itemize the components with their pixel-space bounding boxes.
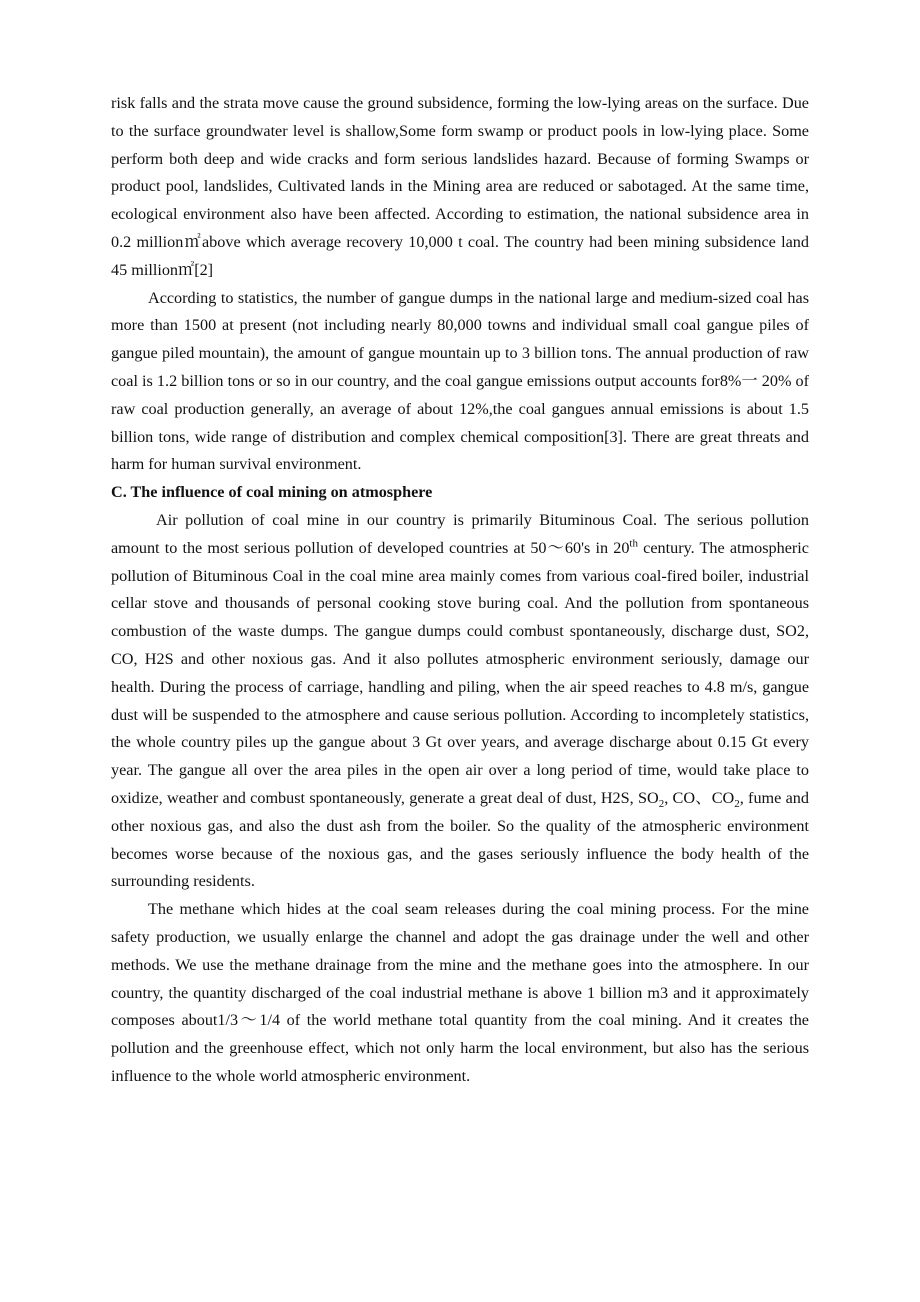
subscript: 2 [658, 798, 665, 811]
superscript: th [629, 537, 638, 550]
paragraph-air-pollution [111, 507, 809, 896]
paragraph-gangue-dumps: According to statistics, the number of gangue dumps in the national large and medium-sized coal has more than 1500 at present (not including nearly 80,000 towns and individual small coal gangue piles of gangue piled mountain), the amount of gangue mountain up to 3 billion tons. The annual production of raw coal is 1.2 billion tons or so in our country, and the coal gangue emissions output accounts for8%一 20% of raw coal production generally, an average of about 12%,the coal gangues annual emissions is about 1.5 billion tons, wide range of distribution and complex chemical composition[3]. There are great threats and harm for human survival environment. [111, 288, 809, 474]
paragraph-subsidence: risk falls and the strata move cause the ground subsidence, forming the low-lying areas on the surface. Due to the surface groundwater level is shallow,Some form swamp or product pools in low-lying place. Some perform both deep and wide cracks and form serious landslides hazard. Because of forming Swamps or product pool, landslides, Cultivated lands in the Mining area are reduced or sabotaged. At the same time, ecological environment also have been affected. According to estimation, the national subsidence area in 0.2 million㎡above which average recovery 10,000 t coal. The country had been mining subsidence land 45 million㎡[2] [111, 94, 809, 279]
text-segment: Air pollution of coal mine in our country is primarily Bituminous Coal. The serious pollution amount to the most serious pollution of developed countries at 50～60's in 20 [111, 510, 809, 557]
text-segment: , CO、CO [664, 788, 735, 807]
text-segment: century. The atmospheric pollution of Bituminous Coal in the coal mine area mainly comes from various coal-fired boiler, industrial cellar stove and thousands of personal cooking stove buring coal. And the pollution from spontaneous combustion of the waste dumps. The gangue dumps could combust spontaneously, discharge dust, SO2, CO, H2S and other noxious gas. And it also pollutes atmospheric environment seriously, damage our health. During the process of carriage, handling and piling, when the air speed reaches to 4.8 m/s, gangue dust will be suspended to the atmosphere and cause serious pollution. According to incompletely statistics, the whole country piles up the gangue about 3 Gt over years, and average discharge about 0.15 Gt every year. The gangue all over the area piles in the open air over a long period of time, would take place to oxidize, weather and combust spontaneously, generate a great deal of dust, H2S, SO [111, 538, 809, 807]
paragraph-methane: The methane which hides at the coal seam releases during the coal mining process. For the mine safety production, we usually enlarge the channel and adopt the gas drainage under the well and other methods. We use the methane drainage from the mine and the methane goes into the atmosphere. In our country, the quantity discharged of the coal industrial methane is above 1 billion m3 and it approximately composes about1/3～1/4 of the world methane total quantity from the coal mining. And it creates the pollution and the greenhouse effect, which not only harm the local environment, but also has the serious influence to the whole world atmospheric environment. [111, 900, 809, 1085]
text-segment: , fume and other noxious gas, and also the dust ash from the boiler. So the quality of the atmospheric environment becomes worse because of the noxious gas, and the gases seriously influence the body health of the surrounding residents. [111, 788, 809, 891]
subscript: 2 [734, 798, 740, 811]
document-page [111, 90, 809, 1091]
section-heading: C. The influence of coal mining on atmosphere [111, 483, 433, 502]
